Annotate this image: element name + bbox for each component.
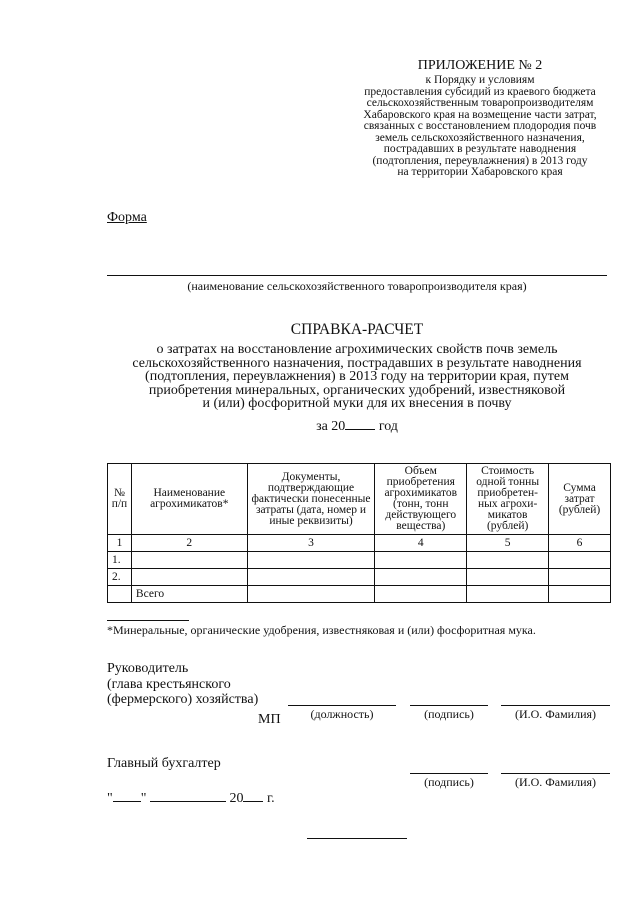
table-cell — [549, 552, 611, 569]
signature-line — [410, 705, 488, 706]
header-unit-cost: Стоимость одной тонны приобретен-ных агрохи-микатов (рублей) — [467, 464, 549, 535]
column-number-row — [108, 535, 611, 552]
full-name-line — [501, 705, 610, 706]
subtitle-line: (подтопления, переувлажнения) в 2013 году на территории края, путем — [145, 369, 569, 384]
document-subtitle — [117, 343, 597, 411]
appendix-line: к Порядку и условиям — [425, 74, 535, 86]
column-number: 4 — [375, 535, 467, 552]
table-cell — [467, 569, 549, 586]
table-cell — [108, 586, 132, 603]
year-prefix: за 20 — [316, 419, 346, 434]
table-cell — [375, 552, 467, 569]
appendix-line: связанных с восстановлением плодородия почв — [363, 120, 597, 132]
table-cell — [375, 569, 467, 586]
accountant-signature-caption: (подпись) — [424, 775, 474, 789]
appendix-line: предоставления субсидий из краевого бюджета — [364, 85, 596, 98]
date-prefix: 20 — [229, 791, 244, 806]
table-cell — [549, 586, 611, 603]
day-blank — [113, 789, 141, 802]
appendix-line: Хабаровского края на возмещение части затрат, — [363, 108, 597, 121]
year-blank — [345, 417, 375, 430]
header-documents: Документы, подтверждающие фактически понесенные затраты (дата, номер и иные реквизиты) — [247, 464, 375, 535]
document-year — [107, 417, 607, 435]
footnote: *Минеральные, органические удобрения, известняковая и (или) фосфоритная мука. — [107, 623, 536, 637]
table-cell — [467, 586, 549, 603]
table-row — [108, 552, 611, 569]
row-number: 2. — [108, 569, 132, 586]
subtitle-line: о затратах на восстановление агрохимических свойств почв земель — [156, 342, 558, 357]
accountant-name-line — [501, 773, 610, 774]
end-divider — [307, 838, 407, 839]
position-caption: (должность) — [310, 707, 374, 721]
date-suffix: г. — [266, 791, 275, 806]
row-number: 1. — [108, 552, 132, 569]
table-cell — [131, 569, 247, 586]
appendix-line: (подтопления, переувлажнения) в 2013 году — [372, 154, 588, 167]
column-number: 5 — [467, 535, 549, 552]
stamp-place: МП — [258, 712, 281, 727]
accountant-name-caption: (И.О. Фамилия) — [514, 775, 597, 789]
appendix-line: земель сельскохозяйственного назначения, — [375, 131, 585, 144]
column-number: 1 — [108, 535, 132, 552]
producer-name-caption: (наименование сельскохозяйственного товаропроизводителя края) — [187, 279, 527, 293]
form-label: Форма — [107, 210, 147, 225]
total-row — [108, 586, 611, 603]
year-suffix: год — [378, 419, 398, 434]
column-number: 3 — [247, 535, 375, 552]
subtitle-line: приобретения минеральных, органических удобрений, известняковой — [148, 382, 566, 398]
head-label-line: (глава крестьянского — [107, 676, 231, 692]
head-label-line: Руководитель — [107, 661, 189, 676]
total-label: Всего — [131, 586, 247, 603]
subtitle-line: и (или) фосфоритной муки для их внесения в почву — [202, 396, 512, 411]
table-cell — [131, 552, 247, 569]
table-cell — [467, 552, 549, 569]
table-cell — [247, 586, 375, 603]
column-number: 6 — [549, 535, 611, 552]
head-label-line: (фермерского) хозяйства) — [107, 692, 259, 707]
header-total-sum: Сумма затрат (рублей) — [549, 464, 611, 535]
header-name: Наименование агрохимикатов* — [131, 464, 247, 535]
document-title: СПРАВКА-РАСЧЕТ — [290, 321, 424, 338]
table-row — [108, 569, 611, 586]
accountant-label: Главный бухгалтер — [107, 756, 221, 771]
footnote-divider — [107, 620, 189, 621]
signature-caption: (подпись) — [424, 707, 474, 721]
full-name-caption: (И.О. Фамилия) — [514, 707, 597, 721]
subtitle-line: сельскохозяйственного назначения, пострадавших в результате наводнения — [132, 355, 582, 371]
header-volume: Объем приобретения агрохимикатов (тонн, тонн действующего вещества) — [375, 464, 467, 535]
calculation-table — [107, 463, 611, 603]
appendix-line: на территории Хабаровского края — [397, 166, 563, 178]
date-line: " " 20 г. — [107, 791, 275, 806]
appendix-line: сельскохозяйственным товаропроизводителям — [366, 97, 594, 109]
producer-name-line — [107, 275, 607, 276]
head-label — [107, 661, 258, 708]
year-blank — [243, 789, 263, 802]
table-cell — [375, 586, 467, 603]
column-number: 2 — [131, 535, 247, 552]
table-cell — [549, 569, 611, 586]
accountant-signature-line — [410, 773, 488, 774]
appendix-line: пострадавших в результате наводнения — [383, 143, 577, 155]
month-blank — [150, 789, 226, 802]
header-number: № п/п — [108, 464, 132, 535]
appendix-block — [330, 58, 630, 179]
table-cell — [247, 569, 375, 586]
appendix-title: ПРИЛОЖЕНИЕ № 2 — [417, 58, 543, 73]
table-cell — [247, 552, 375, 569]
position-line — [288, 705, 396, 706]
